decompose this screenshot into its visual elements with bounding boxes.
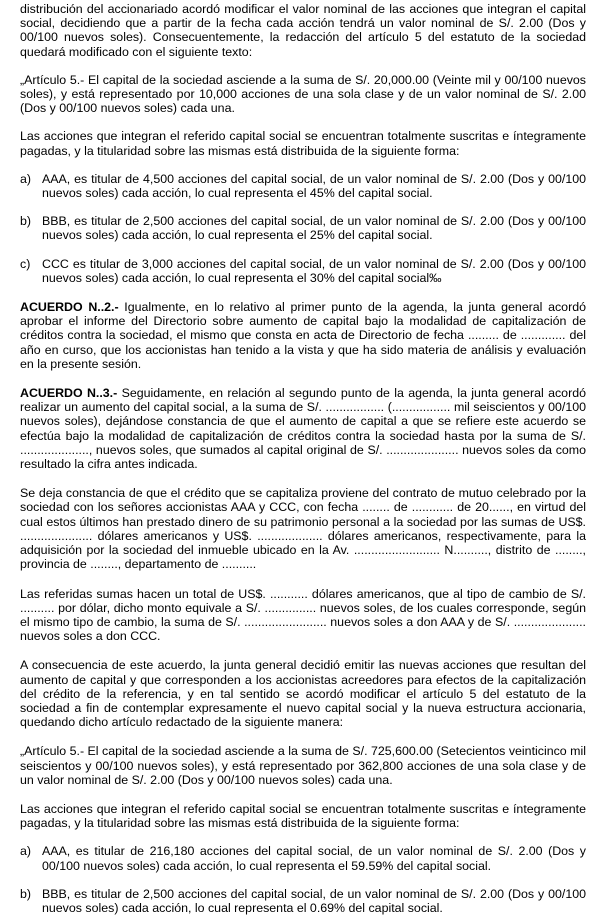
paragraph-acuerdo-3 [20,386,586,471]
list-item-bbb-new [20,887,586,915]
list-marker: b) [20,214,32,229]
list-marker: b) [20,886,32,901]
list-item-text: AAA, es titular de 4,500 acciones del capital social, de un valor nominal de S/. 2.00 (Dos y 00/100 nuevos soles) cada acción, lo cual representa el 45% del capital social. [42,171,586,201]
document-page [20,2,586,915]
list-item-ccc-original [20,257,586,285]
acuerdo-3-text: Seguidamente, en relación al segundo punto de la agenda, la junta general acordó realizar un aumento del capital social, a la suma de S/. ................. (................. mil seiscientos y 00/100 nuevos soles), dejándose constancia de que el aumento de capital a que se refiere este acuerdo se efectúa bajo la modalidad de capitalización de créditos contra la sociedad hasta por la suma de S/. ...................., nuevos soles, que sumados al capital original de S/. ..................... nuevos soles da como resultado la cifra antes indicada. [20,386,586,472]
acuerdo-3-heading: ACUERDO N..3.- [20,386,118,401]
list-marker: a) [20,171,32,186]
list-item-text: CCC es titular de 3,000 acciones del capital social, de un valor nominal de S/. 2.00 (Dos y 00/100 nuevos soles) cada acción, lo cual representa el 30% del capital social‰ [42,256,586,285]
paragraph-acuerdo-2 [20,300,586,371]
acuerdo-2-text: Igualmente, en lo relativo al primer punto de la agenda, la junta general acordó aprobar el informe del Directorio sobre aumento de capital bajo la modalidad de capitalización de créditos contra la sociedad, el mismo que consta en acta de Directorio de fecha ......... de ............. del año en curso, que los accionistas han tenido a la vista y que ha sido materia de análisis y evaluación en la presente sesión. [20,300,586,371]
paragraph-shares-distribution-new: Las acciones que integran el referido capital social se encuentran totalmente suscritas e íntegramente pagadas, y la titularidad sobre las mismas está distribuida de la siguiente forma: [20,801,586,831]
paragraph-sums-total: Las referidas sumas hacen un total de US$. ........... dólares americanos, que al tipo de cambio de S/. .......... por dólar, dicho monto equivale a S/. ............... nuevos soles, de los cuales corresponde, según el mismo tipo de cambio, la suma de S/. ........................ nuevos soles a don AAA y de S/. ..................... nuevos soles a don CCC. [20,586,586,644]
list-marker: c) [20,256,31,271]
list-item-aaa-original [20,172,586,200]
list-item-bbb-original [20,214,586,242]
list-item-text: AAA, es titular de 216,180 acciones del capital social, de un valor nominal de S/. 2.00 (Dos y 00/100 nuevos soles) cada acción, lo cual representa el 59.59% del capital social. [42,844,586,873]
list-item-text: BBB, es titular de 2,500 acciones del capital social, de un valor nominal de S/. 2.00 (Dos y 00/100 nuevos soles) cada acción, lo cual representa el 0.69% del capital social. [42,886,586,915]
paragraph-consequence: A consecuencia de este acuerdo, la junta general decidió emitir las nuevas acciones que resultan del aumento de capital y que corresponden a los accionistas acreedores para efectos de la capitalización del crédito de la referencia, y en tal sentido se acordó modificar el artículo 5 del estatuto de la sociedad a fin de contemplar expresamente el nuevo capital social y la nueva estructura accionaria, quedando dicho artículo redactado de la siguiente manera: [20,658,586,730]
paragraph-credit-origin: Se deja constancia de que el crédito que se capitaliza proviene del contrato de mutuo celebrado por la sociedad con los señores accionistas AAA y CCC, con fecha ........ de ............ de 20......, en virtud del cual estos últimos han prestado dinero de su patrimonio personal a la sociedad por las sumas de US$. ..................... dólares americanos y US$. ................... dólares americanos, respectivamente, para la adquisición por la sociedad del inmueble ubicado en la Av. ......................... N.........., distrito de ........, provincia de ........, departamento de .......... [20,486,586,572]
list-item-text: BBB, es titular de 2,500 acciones del capital social, de un valor nominal de S/. 2.00 (Dos y 00/100 nuevos soles) cada acción, lo cual representa el 25% del capital social. [42,214,586,243]
paragraph-shares-distribution-original: Las acciones que integran el referido capital social se encuentran totalmente suscritas e íntegramente pagadas, y la titularidad sobre las mismas está distribuida de la siguiente forma: [20,129,586,158]
paragraph-intro: distribución del accionariado acordó modificar el valor nominal de las acciones que integran el capital social, decidiendo que a partir de la fecha cada acción tendrá un valor nominal de S/. 2.00 (Dos y 00/100 nuevos soles). Consecuentemente, la redacción del artículo 5 del estatuto de la sociedad quedará modificado con el siguiente texto: [20,2,586,59]
paragraph-article-5-new: „Artículo 5.- El capital de la sociedad asciende a la suma de S/. 725,600.00 (Setecientos veinticinco mil seiscientos y 00/100 nuevos soles), y está representado por 362,800 acciones de una sola clase y de un valor nominal de S/. 2.00 (Dos y 00/100 nuevos soles) cada una. [20,744,586,787]
list-marker: a) [20,844,32,859]
list-item-aaa-new [20,844,586,872]
paragraph-article-5-original: „Artículo 5.- El capital de la sociedad asciende a la suma de S/. 20,000.00 (Veinte mil y 00/100 nuevos soles), y está representado por 10,000 acciones de una sola clase y de un valor nominal de S/. 2.00 (Dos y 00/100 nuevos soles) cada una. [20,72,586,116]
acuerdo-2-heading: ACUERDO N..2.- [20,300,119,315]
